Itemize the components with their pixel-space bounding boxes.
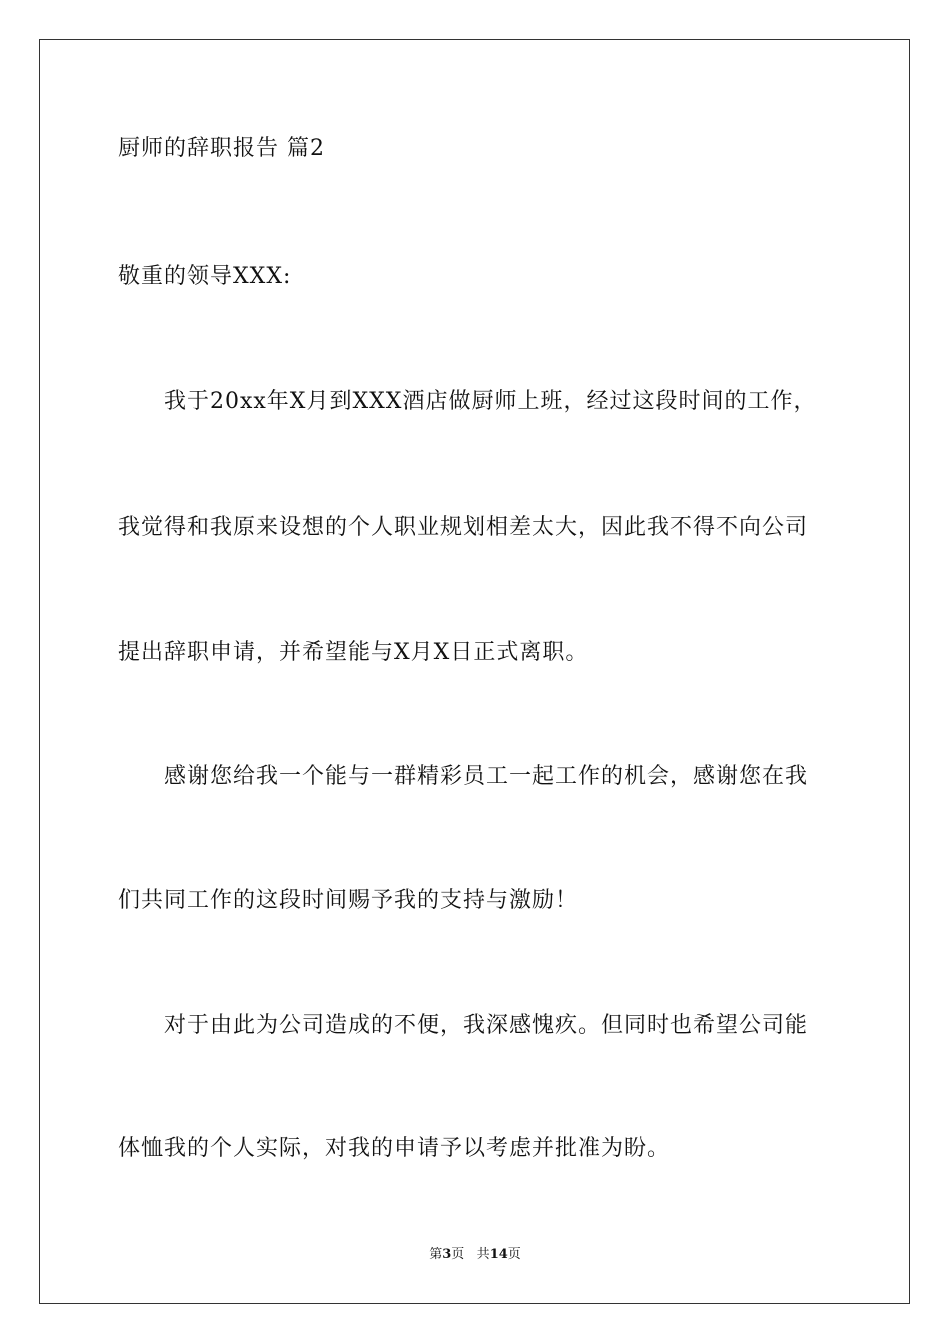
body-line-3: 提出辞职申请，并希望能与X月X日正式离职。: [118, 640, 589, 665]
footer-total-prefix: 共: [476, 1247, 490, 1262]
footer-page-current: 3: [442, 1247, 452, 1262]
body-line-7: 体恤我的个人实际，对我的申请予以考虑并批准为盼。: [118, 1136, 671, 1161]
body-line-6: 对于由此为公司造成的不便，我深感愧疚。但同时也希望公司能: [164, 1013, 809, 1038]
body-line-1: 我于20xx年X月到XXX酒店做厨师上班，经过这段时间的工作，: [164, 389, 817, 414]
footer-total-suffix: 页: [507, 1247, 521, 1262]
body-line-2: 我觉得和我原来设想的个人职业规划相差太大，因此我不得不向公司: [118, 515, 809, 540]
body-line-5: 们共同工作的这段时间赐予我的支持与激励！: [118, 888, 579, 913]
salutation: 敬重的领导XXX:: [118, 264, 292, 289]
footer-page-prefix: 第: [429, 1247, 443, 1262]
page-border: [39, 39, 910, 1304]
document-heading: 厨师的辞职报告 篇2: [118, 136, 325, 161]
body-line-4: 感谢您给我一个能与一群精彩员工一起工作的机会，感谢您在我: [164, 764, 809, 789]
footer-page-suffix: 页: [451, 1247, 465, 1262]
footer-page-total: 14: [489, 1247, 508, 1262]
page-footer: [0, 1247, 950, 1263]
